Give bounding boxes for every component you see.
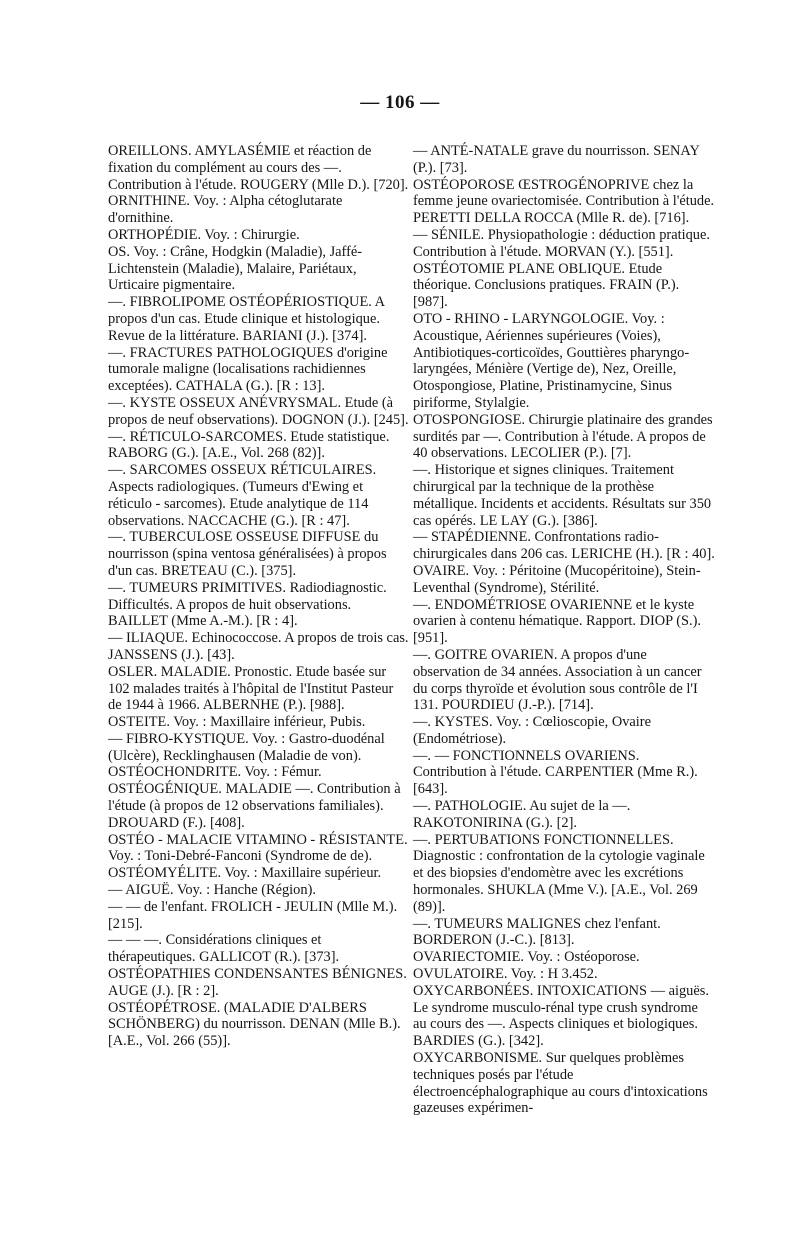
index-entry: —. TUMEURS PRIMITIVES. Radiodiagnostic. Difficultés. A propos de huit observations. BAILLET (Mme A.-M.). [R : 4]. bbox=[108, 579, 387, 630]
index-entry: — FIBRO-KYSTIQUE. Voy. : Gastro-duodénal (Ulcère), Recklinghausen (Maladie de von). bbox=[108, 730, 385, 764]
index-entry: OXYCARBONÉES. INTOXICATIONS — aiguës. Le syndrome musculo-rénal type crush syndrome au cours des —. Aspects cliniques et biologiques. BARDIES (G.). [342]. bbox=[413, 982, 709, 1050]
index-entry: — SÉNILE. Physiopathologie : déduction pratique. Contribution à l'étude. MORVAN (Y.). [551]. bbox=[413, 226, 710, 260]
index-entry: — — —. Considérations cliniques et thérapeutiques. GALLICOT (R.). [373]. bbox=[108, 932, 340, 966]
index-entry: —. TUMEURS MALIGNES chez l'enfant. BORDERON (J.-C.). [813]. bbox=[413, 915, 661, 949]
left-column bbox=[108, 143, 410, 1050]
index-entry: — — de l'enfant. FROLICH - JEULIN (Mlle M.). [215]. bbox=[108, 898, 398, 932]
index-entry: OSTÉOPÉTROSE. (MALADIE D'ALBERS SCHÖNBERG) du nourrisson. DENAN (Mlle B.). [A.E., Vol. 266 (55)]. bbox=[108, 999, 401, 1050]
index-entry: —. ENDOMÉTRIOSE OVARIENNE et le kyste ovarien à contenu hématique. Rapport. DIOP (S.). [951]. bbox=[413, 596, 702, 647]
index-entry: — ANTÉ-NATALE grave du nourrisson. SENAY (P.). [73]. bbox=[413, 143, 700, 176]
index-entry: —. PERTUBATIONS FONCTIONNELLES. Diagnostic : confrontation de la cytologie vaginale et des biopsies d'endomètre avec les excrétions hormonales. SHUKLA (Mme V.). [A.E., Vol. 269 (89)]. bbox=[413, 831, 705, 915]
index-entry: OS. Voy. : Crâne, Hodgkin (Maladie), Jaffé-Lichtenstein (Maladie), Malaire, Pariétaux, Urticaire pigmentaire. bbox=[108, 243, 363, 294]
index-entry: ORTHOPÉDIE. Voy. : Chirurgie. bbox=[108, 226, 300, 243]
index-entry: OSTEITE. Voy. : Maxillaire inférieur, Pubis. bbox=[108, 714, 366, 731]
index-entry: —. KYSTES. Voy. : Cœlioscopie, Ovaire (Endométriose). bbox=[413, 714, 651, 747]
right-column bbox=[413, 143, 715, 1117]
index-entry: OSTÉOPOROSE ŒSTROGÉNOPRIVE chez la femme jeune ovariectomisée. Contribution à l'étude. PERETTI DELLA ROCCA (Mlle R. de). [716]. bbox=[413, 176, 715, 227]
page-number: — 106 — bbox=[360, 92, 440, 113]
index-entry: —. PATHOLOGIE. Au sujet de la —. RAKOTONIRINA (G.). [2]. bbox=[413, 798, 631, 831]
index-entry: OVARIECTOMIE. Voy. : Ostéoporose. bbox=[413, 949, 640, 966]
index-entry: —. SARCOMES OSSEUX RÉTICULAIRES. Aspects radiologiques. (Tumeurs d'Ewing et réticulo - sarcomes). Etude analytique de 114 observations. NACCACHE (G.). [R : 47]. bbox=[108, 462, 377, 529]
index-entry: OXYCARBONISME. Sur quelques problèmes techniques posés par l'étude électroencéphalographique au cours d'intoxications gazeuses expérimen- bbox=[413, 1050, 708, 1117]
index-entry: —. FIBROLIPOME OSTÉOPÉRIOSTIQUE. A propos d'un cas. Etude clinique et histologique. Revue de la littérature. BARIANI (J.). [374]. bbox=[108, 294, 385, 344]
index-entry: OSTÉO - MALACIE VITAMINO - RÉSISTANTE. Voy. : Toni-Debré-Fanconi (Syndrome de de). bbox=[108, 831, 408, 865]
index-entry: OVAIRE. Voy. : Péritoine (Mucopéritoine), Stein-Leventhal (Syndrome), Stérilité. bbox=[413, 562, 701, 596]
index-entry: OSLER. MALADIE. Pronostic. Etude basée sur 102 malades traités à l'hôpital de l'Institut Pasteur de 1944 à 1966. ALBERNHE (P.). [988]. bbox=[108, 663, 394, 714]
index-entry: —. RÉTICULO-SARCOMES. Etude statistique. RABORG (G.). [A.E., Vol. 268 (82)]. bbox=[108, 428, 390, 462]
index-entry: OSTÉOPATHIES CONDENSANTES BÉNIGNES. AUGE (J.). [R : 2]. bbox=[108, 966, 407, 999]
index-entry: OSTÉOGÉNIQUE. MALADIE —. Contribution à l'étude (à propos de 12 observations familiales). DROUARD (F.). [408]. bbox=[108, 781, 401, 831]
index-entry: OVULATOIRE. Voy. : H 3.452. bbox=[413, 966, 598, 983]
index-entry: —. Historique et signes cliniques. Traitement chirurgical par la technique de la prothèse métallique. Incidents et accidents. Résultats sur 350 cas opérés. LE LAY (G.). [386]. bbox=[413, 462, 712, 529]
index-entry: OTO - RHINO - LARYNGOLOGIE. Voy. : Acoustique, Aériennes supérieures (Voies), Antibiotiques-corticoïdes, Gouttières pharyngo-laryngées, Ménière (Vertige de), Nez, Oreille, Otospongiose, Platine, Pristinamycine, Sinus piriforme, Stylalgie. bbox=[413, 310, 690, 411]
index-entry: —. GOITRE OVARIEN. A propos d'une observation de 34 années. Association à un cancer du corps thyroïde et évolution sous contrôle de l'I 131. POURDIEU (J.-P.). [714]. bbox=[413, 646, 702, 714]
index-entry: OSTÉOMYÉLITE. Voy. : Maxillaire supérieur. bbox=[108, 865, 382, 882]
index-entry: OREILLONS. AMYLASÉMIE et réaction de fixation du complément au cours des —. Contribution à l'étude. ROUGERY (Mlle D.). [720]. bbox=[108, 143, 409, 193]
index-entry: — AIGUË. Voy. : Hanche (Région). bbox=[108, 882, 316, 899]
index-entry: — ILIAQUE. Echinococcose. A propos de trois cas. JANSSENS (J.). [43]. bbox=[108, 630, 409, 663]
index-entry: ORNITHINE. Voy. : Alpha cétoglutarate d'ornithine. bbox=[108, 193, 343, 227]
index-entry: — STAPÉDIENNE. Confrontations radio-chirurgicales dans 206 cas. LERICHE (H.). [R : 40]. bbox=[413, 529, 715, 563]
index-entry: OTOSPONGIOSE. Chirurgie platinaire des grandes surdités par —. Contribution à l'étude. A propos de 40 observations. LECOLIER (P.). [7]. bbox=[413, 411, 713, 462]
index-entry: —. FRACTURES PATHOLOGIQUES d'origine tumorale maligne (localisations rachidiennes exceptées). CATHALA (G.). [R : 13]. bbox=[108, 344, 388, 395]
index-entry: OSTÉOTOMIE PLANE OBLIQUE. Etude théorique. Conclusions pratiques. FRAIN (P.). [987]. bbox=[413, 260, 680, 311]
index-entry: OSTÉOCHONDRITE. Voy. : Fémur. bbox=[108, 764, 322, 781]
index-entry: —. — FONCTIONNELS OVARIENS. Contribution à l'étude. CARPENTIER (Mme R.). [643]. bbox=[413, 747, 698, 798]
index-entry: —. TUBERCULOSE OSSEUSE DIFFUSE du nourrisson (spina ventosa généralisées) à propos d'un cas. BRETEAU (C.). [375]. bbox=[108, 529, 387, 579]
index-entry: —. KYSTE OSSEUX ANÉVRYSMAL. Etude (à propos de neuf observations). DOGNON (J.). [245]. bbox=[108, 394, 409, 428]
